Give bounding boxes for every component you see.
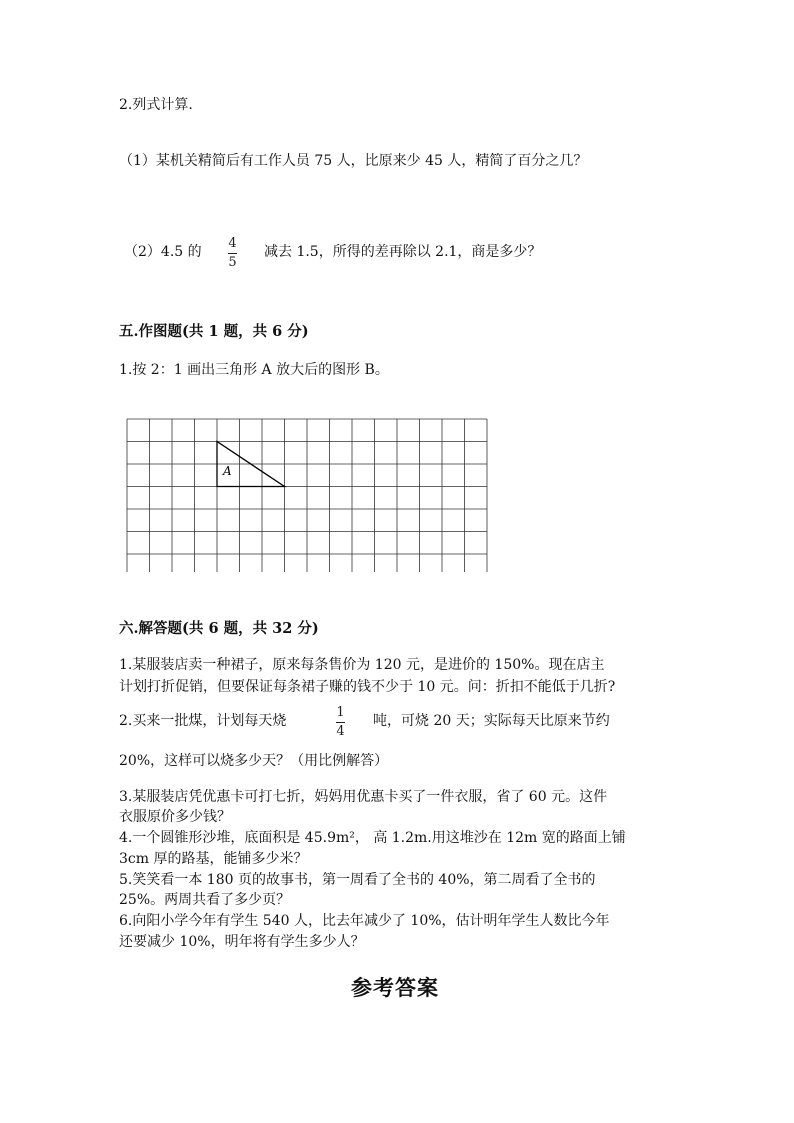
fraction-numerator: 4	[228, 236, 237, 251]
q6-3-line2: 衣服原价多少钱？	[119, 809, 231, 825]
q2-part1: （1）某机关精简后有工作人员 75 人，比原来少 45 人，精简了百分之几？	[119, 153, 588, 169]
q6-1-line2: 计划打折促销，但要保证每条裙子赚的钱不少于 10 元。问：折扣不能低于几折?	[119, 679, 616, 695]
fraction-bar	[228, 253, 237, 254]
grid-lines	[127, 419, 487, 572]
fraction-denominator: 5	[228, 255, 237, 270]
q6-2-prefix: 2.买来一批煤，计划每天烧	[119, 713, 287, 729]
fraction-numerator: 1	[336, 705, 345, 720]
q6-6-line1: 6.向阳小学今年有学生 540 人，比去年减少了 10%，估计明年学生人数比今年	[119, 913, 610, 929]
q6-4-line1: 4.一个圆锥形沙堆，底面积是 45.9m²， 高 1.2m.用这堆沙在 12m 宽的路面上铺	[119, 830, 626, 846]
section5-q1: 1.按 2：1 画出三角形 A 放大后的图形 B。	[119, 362, 389, 378]
section6-title: 六.解答题(共 6 题，共 32 分)	[119, 620, 319, 637]
q6-5-line2: 25%。两周共看了多少页？	[119, 892, 291, 908]
fraction-four-fifths	[228, 237, 237, 270]
q6-4-line2: 3cm 厚的路基，能铺多少米？	[119, 851, 308, 867]
triangle-a-label: A	[223, 464, 232, 478]
q6-2-line2: 20%，这样可以烧多少天？（用比例解答）	[119, 753, 389, 769]
section5-title: 五.作图题(共 1 题，共 6 分)	[119, 323, 309, 340]
answer-section-title: 参考答案	[351, 975, 439, 1000]
drawing-grid	[126, 418, 490, 572]
q2-heading: 2.列式计算.	[119, 97, 193, 113]
q6-1-line1: 1.某服装店卖一种裙子，原来每条售价为 120 元，是进价的 150%。现在店主	[119, 657, 605, 673]
q2-part2-suffix: 减去 1.5，所得的差再除以 2.1，商是多少？	[264, 244, 542, 260]
q6-3-line1: 3.某服装店凭优惠卡可打七折，妈妈用优惠卡买了一件衣服，省了 60 元。这件	[119, 789, 608, 805]
q6-6-line2: 还要减少 10%，明年将有学生多少人？	[119, 934, 365, 950]
q6-5-line1: 5.笑笑看一本 180 页的故事书，第一周看了全书的 40%，第二周看了全书的	[119, 872, 596, 888]
q6-2-suffix: 吨，可烧 20 天；实际每天比原来节约	[373, 713, 610, 729]
fraction-bar	[336, 722, 345, 723]
fraction-one-quarter	[336, 706, 345, 739]
fraction-denominator: 4	[336, 724, 345, 739]
q2-part2-prefix: （2）4.5 的	[124, 244, 202, 260]
